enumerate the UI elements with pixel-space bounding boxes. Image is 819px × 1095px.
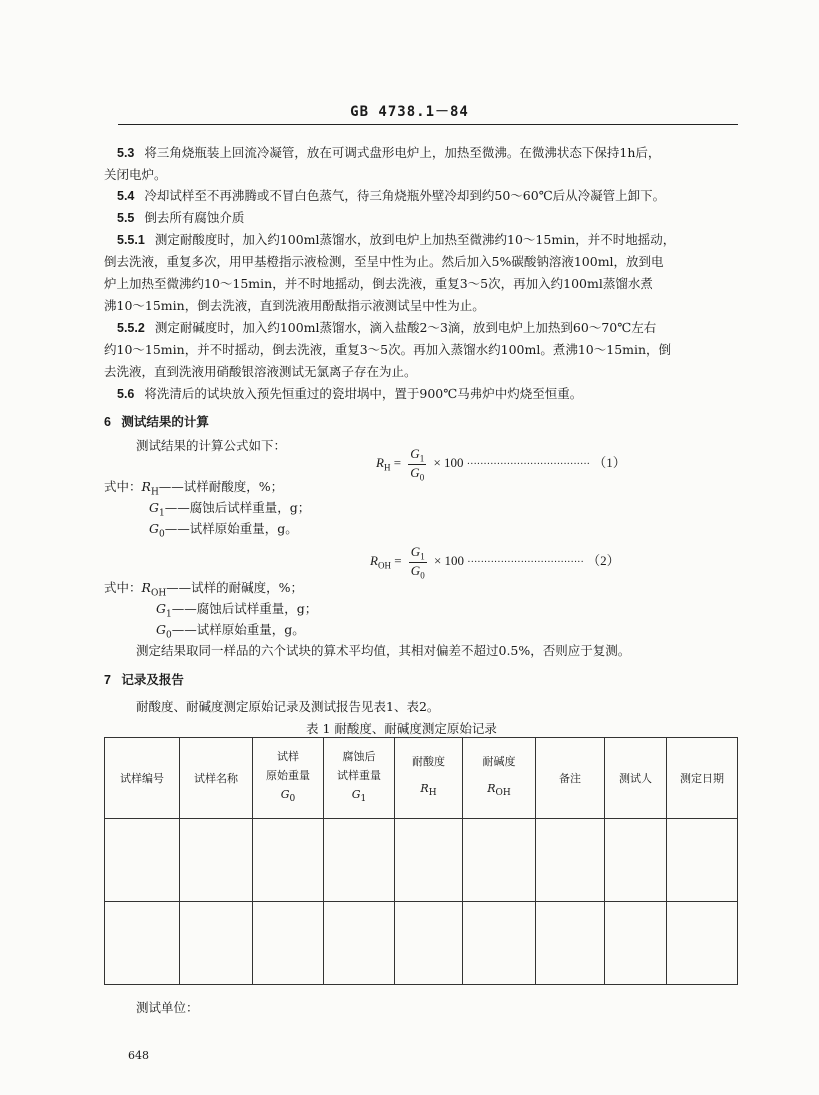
table-cell[interactable] — [463, 902, 536, 985]
para-5-5-2-l2: 约10～15min，并不时摇动，倒去洗液，重复3～5次。再加入蒸馏水约100ml。煮沸10～15min，倒 — [104, 342, 672, 357]
clause-number: 5.4 — [117, 189, 135, 203]
clause-number: 5.6 — [117, 387, 135, 401]
table-cell[interactable] — [536, 819, 605, 902]
table-cell[interactable] — [105, 902, 180, 985]
th-sample-name: 试样名称 — [180, 738, 253, 819]
para-5-5-2-l3: 去洗液，直到洗液用硝酸银溶液测试无氯离子存在为止。 — [104, 364, 417, 379]
table-cell[interactable] — [463, 819, 536, 902]
formula-times: × 100 — [433, 455, 464, 471]
table-cell[interactable] — [605, 902, 667, 985]
th-after-weight: 腐蚀后 试样重量 $G_1$ — [324, 738, 395, 819]
where-1-g0: $G_0——$试样原始重量，g。 — [149, 521, 298, 540]
formula-sub: OH — [377, 560, 391, 571]
fraction — [408, 446, 426, 482]
th-remarks: 备注 — [536, 738, 605, 819]
para-5-5-2 — [117, 318, 656, 336]
standard-header: GB 4738.1－84 — [350, 104, 469, 120]
table-cell[interactable] — [536, 902, 605, 985]
test-unit-label: 测试单位： — [136, 1000, 199, 1015]
para-5-5 — [117, 208, 244, 226]
para-5-3 — [117, 143, 660, 161]
table-cell[interactable] — [605, 819, 667, 902]
section-number: 6 — [104, 415, 111, 429]
formula-2: $R_{OH}$ = $\frac{G_1}{G_0}$ × 100 ··································· （2） — [370, 544, 620, 581]
table-cell[interactable] — [395, 902, 463, 985]
para-text: 测定耐碱度时，加入约100ml蒸馏水，滴入盐酸2～3滴，放到电炉上加热到60～70℃左右 — [154, 320, 657, 335]
th-original-weight: 试样 原始重量 $G_0$ — [253, 738, 324, 819]
table-1-caption: 表 1 耐酸度、耐碱度测定原始记录 — [306, 721, 497, 736]
formula-sub: 0 — [419, 472, 425, 483]
formula-var: R — [376, 455, 384, 471]
para-text: 将洗清后的试块放入预先恒重过的瓷坩埚中，置于900℃马弗炉中灼烧至恒重。 — [144, 386, 583, 401]
table-cell[interactable] — [324, 819, 395, 902]
table-cell[interactable] — [180, 819, 253, 902]
th-sample-no: 试样编号 — [105, 738, 180, 819]
para-5-6 — [117, 384, 582, 402]
section-6-heading — [104, 412, 209, 430]
formula-var: G — [410, 446, 420, 461]
para-5-5-1-l2: 倒去洗液，重复多次，用甲基橙指示液检测，至呈中性为止。然后加入5%碳酸钠溶液100ml，放到电 — [104, 254, 664, 269]
equation-label: （1） — [593, 455, 626, 471]
para-5-5-1-l3: 炉上加热至微沸约10～15min，并不时地摇动，倒去洗液，重复3～5次，再加入约100ml蒸馏水煮 — [104, 276, 653, 291]
table-header-row — [105, 738, 738, 819]
formula-1: $R_H$ = $\frac{G_1}{G_0}$ × 100 ····································· （1） — [376, 446, 626, 483]
clause-number: 5.5 — [117, 211, 135, 225]
table-cell[interactable] — [395, 819, 463, 902]
formula-var: G — [410, 562, 421, 578]
section-6-intro: 测试结果的计算公式如下： — [136, 438, 287, 453]
para-5-5-1-l4: 沸10～15min，倒去洗液，直到洗液用酚酞指示液测试呈中性为止。 — [104, 298, 485, 313]
formula-sub: 0 — [420, 570, 425, 581]
equation-label: （2） — [587, 553, 620, 569]
where-2-g1: $G_1——$腐蚀后试样重量，g； — [156, 601, 318, 620]
clause-number: 5.5.2 — [117, 321, 145, 335]
page-number: 648 — [128, 1049, 149, 1062]
table-cell[interactable] — [253, 819, 324, 902]
para-text: 测定耐酸度时，加入约100ml蒸馏水，放到电炉上加热至微沸约10～15min，并不时地摇动， — [154, 232, 676, 247]
section-7-heading — [104, 670, 184, 688]
table-cell[interactable] — [324, 902, 395, 985]
table-cell[interactable] — [667, 902, 738, 985]
para-5-4 — [117, 186, 665, 204]
leader-dots: ··································· — [467, 557, 584, 569]
where-1-g1: $G_1——$腐蚀后试样重量，g； — [149, 500, 311, 519]
th-tester: 测试人 — [605, 738, 667, 819]
table-cell[interactable] — [105, 819, 180, 902]
leader-dots: ····································· — [466, 459, 590, 471]
formula-var: R — [370, 553, 378, 569]
table-row — [105, 902, 738, 985]
where-2-g0: $G_0——$试样原始重量，g。 — [156, 622, 305, 641]
section-7-intro: 耐酸度、耐碱度测定原始记录及测试报告见表1、表2。 — [136, 699, 440, 714]
para-5-3-cont: 关闭电炉。 — [104, 167, 167, 182]
section-number: 7 — [104, 673, 111, 687]
table-row — [105, 819, 738, 902]
para-text: 将三角烧瓶装上回流冷凝管，放在可调式盘形电炉上，加热至微沸。在微沸状态下保持1h后， — [144, 145, 661, 160]
para-text: 倒去所有腐蚀介质 — [144, 210, 245, 225]
table-cell[interactable] — [667, 819, 738, 902]
formula-var: G — [410, 544, 421, 559]
formula-sub: 1 — [420, 551, 425, 562]
where-1-r: 式中：$R_H——$试样耐酸度，%； — [104, 479, 284, 498]
th-alkali-resistance: 耐碱度 $R_{OH}$ — [463, 738, 536, 819]
clause-number: 5.3 — [117, 146, 135, 160]
section-6-note: 测定结果取同一样品的六个试块的算术平均值，其相对偏差不超过0.5%，否则应于复测。 — [136, 643, 631, 658]
clause-number: 5.5.1 — [117, 233, 145, 247]
section-title: 记录及报告 — [121, 673, 184, 687]
th-test-date: 测定日期 — [667, 738, 738, 819]
where-2-r: 式中：$R_{OH}——$试样的耐碱度，%； — [104, 580, 304, 599]
th-acid-resistance: 耐酸度 $R_H$ — [395, 738, 463, 819]
para-text: 冷却试样至不再沸腾或不冒白色蒸气，待三角烧瓶外壁冷却到约50～60℃后从冷凝管上卸下。 — [144, 188, 666, 203]
formula-times: × 100 — [433, 553, 465, 569]
formula-sub: H — [383, 462, 391, 473]
fraction — [409, 544, 427, 580]
section-title: 测试结果的计算 — [121, 415, 209, 429]
formula-sub: 1 — [419, 453, 425, 464]
table-1 — [104, 737, 738, 985]
formula-var: G — [410, 464, 420, 480]
table-cell[interactable] — [253, 902, 324, 985]
para-5-5-1 — [117, 230, 675, 248]
header-rule — [118, 124, 738, 125]
table-cell[interactable] — [180, 902, 253, 985]
